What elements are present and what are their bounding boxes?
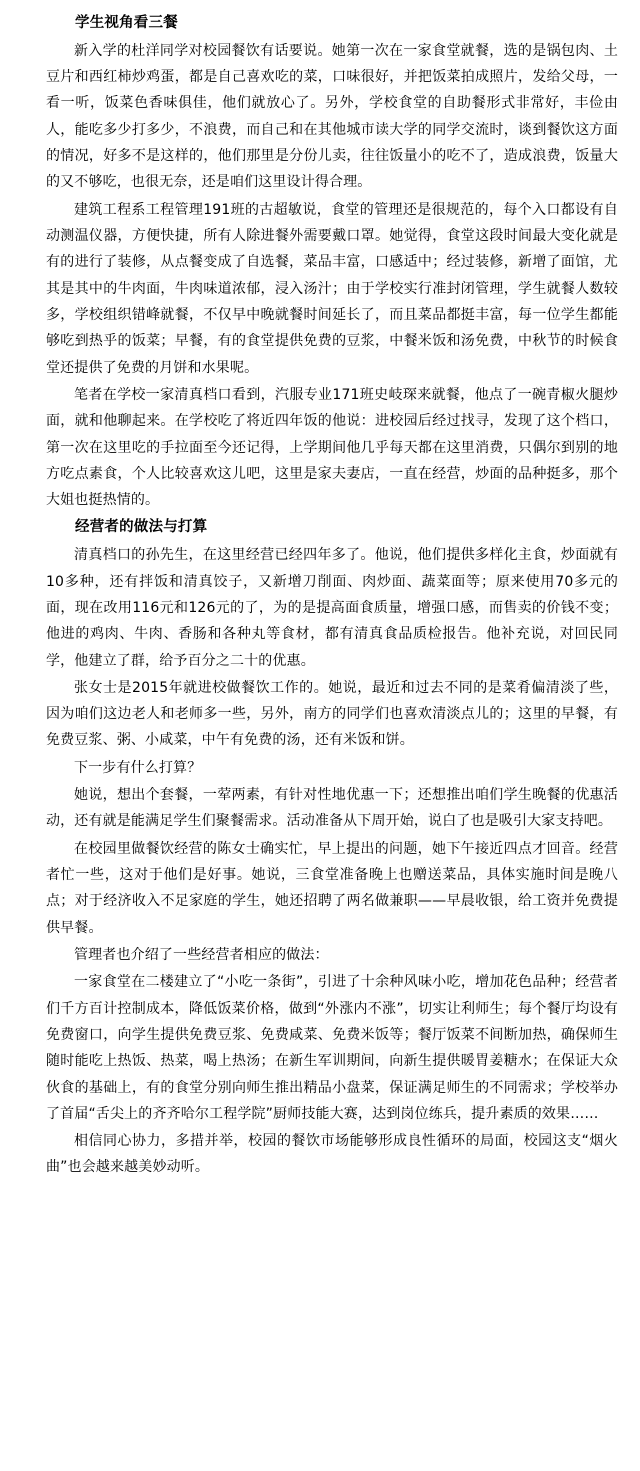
document-body bbox=[46, 10, 618, 1181]
paragraph-ms-zhang-plan: 她说，想出个套餐，一荤两素，有针对性地优惠一下；还想推出咱们学生晚餐的优惠活动，还有就是能满足学生们聚餐需求。活动准备从下周开始，说白了也是吸引大家支持吧。 bbox=[46, 787, 618, 830]
paragraph-shi-zhengchen: 笔者在学校一家清真档口看到，汽服专业171班史岐琛来就餐，他点了一碗青椒火腿炒面，就和他聊起来。在学校吃了将近四年饭的他说：进校园后经过找寻，发现了这个档口，第一次在这里吃的手拉面至今还记得，上学期间他几乎每天都在这里消费，只偶尔到别的地方吃点素食，个人比较喜欢这儿吧，这里是家夫妻店，一直在经营，炒面的品种挺多，那个大姐也挺热情的。 bbox=[46, 386, 618, 509]
paragraph-manager-intro: 管理者也介绍了一些经营者相应的做法： bbox=[74, 946, 329, 963]
paragraph-canteen-measures: 一家食堂在二楼建立了“小吃一条街”，引进了十余种风味小吃，增加花色品种；经营者们千方百计控制成本，降低饭菜价格，做到“外涨内不涨”，切实让利师生；每个餐厅均设有免费窗口，向学生提供免费豆浆、免费咸菜、免费米饭等；餐厅饭菜不间断加热，确保师生随时能吃上热饭、热菜，喝上热汤；在新生军训期间，向新生提供暖胃姜糖水；在保证大众伙食的基础上，有的食堂分别向师生推出精品小盘菜，保证满足师生的不同需求；学校举办了首届“舌尖上的齐齐哈尔工程学院”厨师技能大赛，达到岗位练兵，提升素质的效果…… bbox=[46, 974, 618, 1122]
paragraph-conclusion: 相信同心协力，多措并举，校园的餐饮市场能够形成良性循环的局面，校园这支“烟火曲”也会越来越美妙动听。 bbox=[46, 1133, 618, 1176]
paragraph-du-yang: 新入学的杜洋同学对校园餐饮有话要说。她第一次在一家食堂就餐，选的是锅包肉、土豆片和西红柿炒鸡蛋，都是自己喜欢吃的菜，口味很好，并把饭菜拍成照片，发给父母，一看一听，饭菜色香味俱佳，他们就放心了。另外，学校食堂的自助餐形式非常好，丰俭由人，能吃多少打多少，不浪费，而自己和在其他城市读大学的同学交流时，谈到餐饮这方面的情况，好多不是这样的，他们那里是分份儿卖，往往饭量小的吃不了，造成浪费，饭量大的又不够吃，也很无奈，还是咱们这里设计得合理。 bbox=[46, 42, 618, 191]
paragraph-gu-chaomin: 建筑工程系工程管理191班的古超敏说，食堂的管理还是很规范的，每个入口都设有自动测温仪器，方便快捷，所有人除进餐外需要戴口罩。她觉得，食堂这段时间最大变化就是有的进行了装修，从点餐变成了自选餐，菜品丰富，口感适中；经过装修，新增了面馆，尤其是其中的牛肉面，牛肉味道浓郁，浸入汤汁；由于学校实行准封闭管理，学生就餐人数较多，学校组织错峰就餐，不仅早中晚就餐时间延长了，而且菜品都挺丰富，每一位学生都能够吃到热乎的饭菜；早餐，有的食堂提供免费的豆浆，中餐米饭和汤免费，中秋节的时候食堂还提供了免费的月饼和水果呢。 bbox=[46, 201, 618, 376]
paragraph-question-next-step: 下一步有什么打算？ bbox=[74, 759, 202, 776]
paragraph-mr-sun: 清真档口的孙先生，在这里经营已经四年多了。他说，他们提供多样化主食，炒面就有10多种，还有拌饭和清真饺子，又新增刀削面、肉炒面、蔬菜面等；原来使用70多元的面，现在改用116元和126元的了，为的是提高面食质量，增强口感，而售卖的价钱不变；他进的鸡肉、牛肉、香肠和各种丸等食材，都有清真食品质检报告。他补充说，对回民同学，他建立了群，给予百分之二十的优惠。 bbox=[46, 547, 618, 669]
section-heading-operator-practice: 经营者的做法与打算 bbox=[75, 519, 208, 536]
section-heading-student-view: 学生视角看三餐 bbox=[75, 15, 178, 31]
paragraph-ms-zhang: 张女士是2015年就进校做餐饮工作的。她说，最近和过去不同的是菜肴偏清淡了些，因为咱们这边老人和老师多一些，另外，南方的同学们也喜欢清淡点儿的；这里的早餐，有免费豆浆、粥、小咸菜，中午有免费的汤，还有米饭和饼。 bbox=[46, 679, 618, 749]
paragraph-ms-chen: 在校园里做餐饮经营的陈女士确实忙，早上提出的问题，她下午接近四点才回音。经营者忙一些，这对于他们是好事。她说，三食堂准备晚上也赠送菜品，具体实施时间是晚八点；对于经济收入不足家庭的学生，她还招聘了两名做兼职——早晨收银，给工资并免费提供早餐。 bbox=[46, 840, 618, 936]
